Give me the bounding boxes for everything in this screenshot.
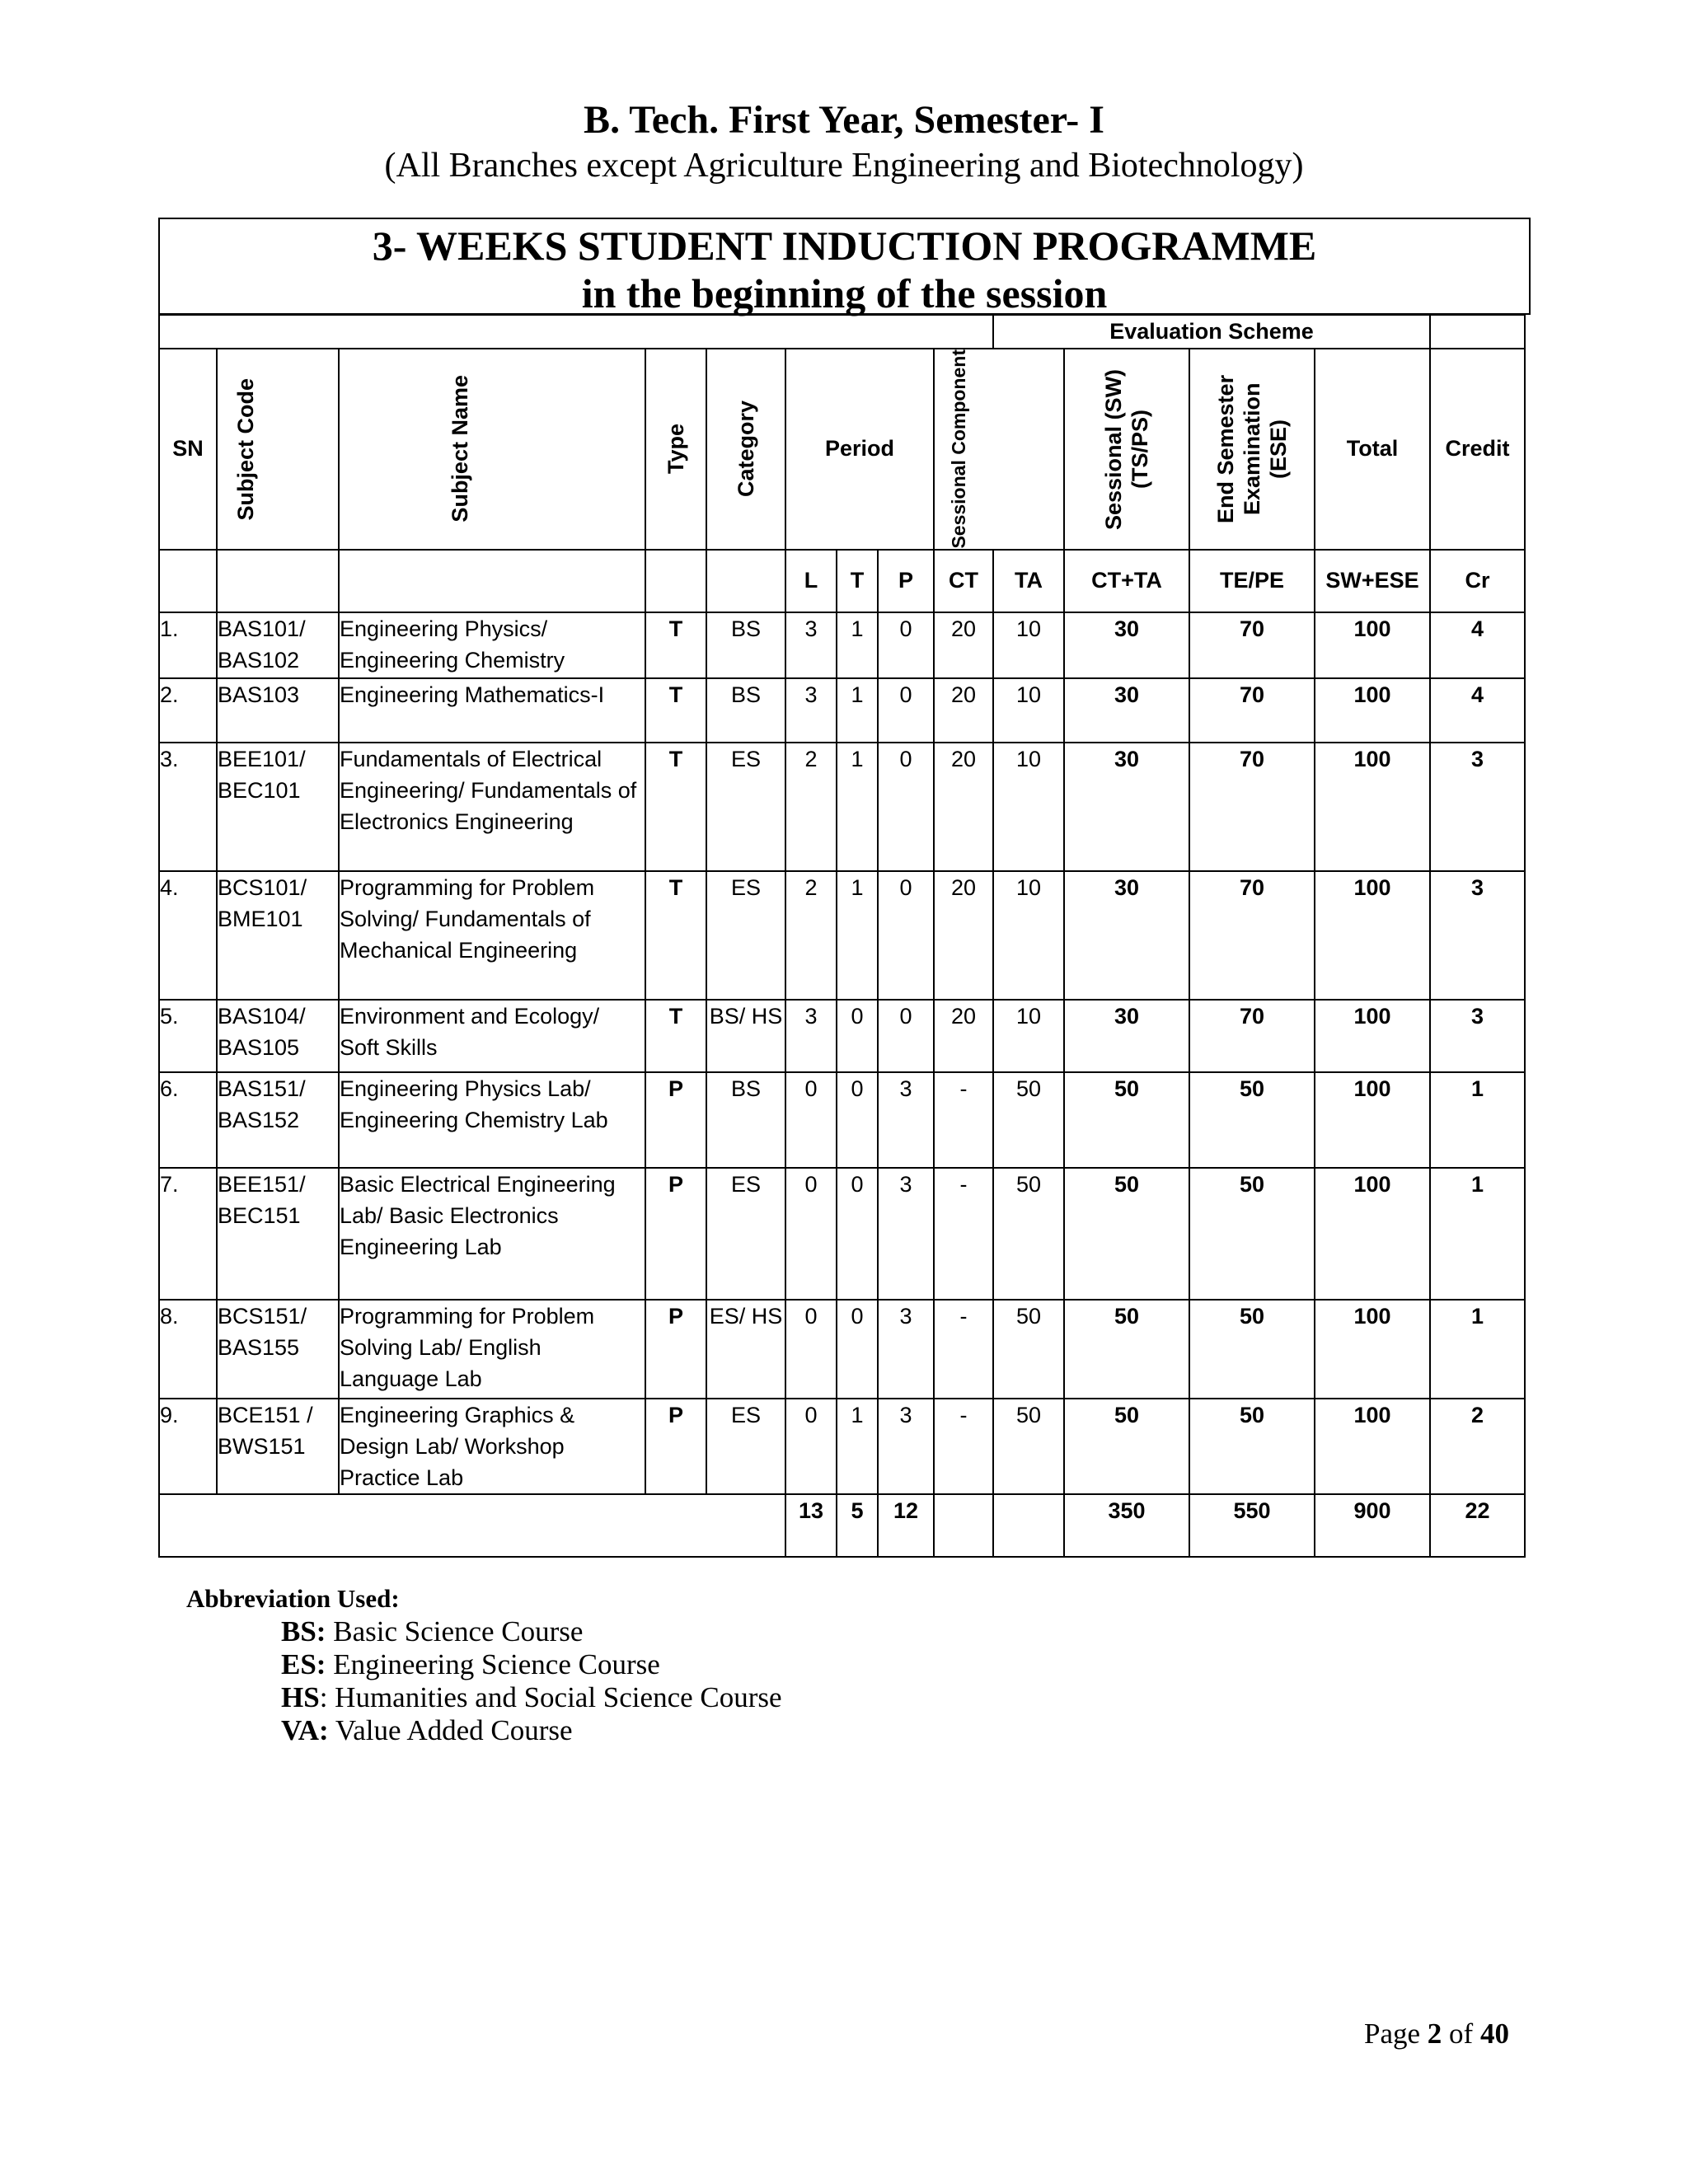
row-type: T [645,1000,706,1072]
header-total: Total [1315,349,1430,550]
row-subject-name: Programming for Problem Solving/ Fundamentals of Mechanical Engineering [339,871,645,1000]
abbreviation-text: Basic Science Course [326,1615,584,1647]
row-sn: 7. [159,1168,217,1300]
table-row [159,743,1525,871]
row-t: 1 [837,871,878,1000]
unit-ese: TE/PE [1189,550,1315,612]
row-sessional-sw: 30 [1064,743,1189,871]
unit-blank [159,550,217,612]
row-ct: 20 [934,871,993,1000]
row-subject-name: Programming for Problem Solving Lab/ English Language Lab [339,1300,645,1399]
row-sessional-sw: 50 [1064,1168,1189,1300]
header-row [159,349,1525,550]
row-t: 0 [837,1168,878,1300]
evaluation-scheme-label: Evaluation Scheme [993,315,1430,349]
row-total: 100 [1315,1168,1430,1300]
row-l: 3 [785,678,837,743]
row-total: 100 [1315,1300,1430,1399]
row-category: ES [706,1399,785,1494]
row-category: ES [706,743,785,871]
header-subject-code-text: Subject Code [233,377,258,521]
row-ta: 50 [993,1300,1064,1399]
row-ta: 10 [993,743,1064,871]
row-p: 0 [878,743,934,871]
row-sn: 6. [159,1072,217,1168]
row-credit: 4 [1430,678,1525,743]
abbreviation-text: : Humanities and Social Science Course [319,1681,782,1713]
row-sessional-sw: 50 [1064,1072,1189,1168]
page-num: 2 [1427,2018,1442,2050]
row-subject-name: Fundamentals of Electrical Engineering/ Fundamentals of Electronics Engineering [339,743,645,871]
banner-line-2: in the beginning of the session [581,270,1108,316]
unit-blank [706,550,785,612]
abbreviation-key: HS [281,1681,320,1713]
row-sessional-sw: 30 [1064,1000,1189,1072]
row-credit: 1 [1430,1300,1525,1399]
unit-l: L [785,550,837,612]
row-l: 3 [785,1000,837,1072]
total-ta-blank [993,1494,1064,1557]
row-subject-name: Basic Electrical Engineering Lab/ Basic Electronics Engineering Lab [339,1168,645,1300]
page-subtitle: (All Branches except Agriculture Engineering and Biotechnology) [384,147,1304,185]
row-subject-code: BAS101/ BAS102 [217,612,339,678]
row-category: BS [706,1072,785,1168]
row-subject-code: BAS104/ BAS105 [217,1000,339,1072]
row-sn: 9. [159,1399,217,1494]
total-credit: 22 [1430,1494,1525,1557]
unit-ct: CT [934,550,993,612]
header-sessional-sw [1064,349,1189,550]
header-type [645,349,706,550]
row-t: 0 [837,1000,878,1072]
abbreviation-key: BS: [281,1615,326,1647]
header-ese-text: End Semester Examination (ESE) [1213,374,1291,523]
row-t: 1 [837,1399,878,1494]
header-sn: SN [159,349,217,550]
row-total: 100 [1315,871,1430,1000]
row-credit: 1 [1430,1072,1525,1168]
row-credit: 3 [1430,871,1525,1000]
abbreviation-item [281,1615,782,1648]
row-type: T [645,678,706,743]
abbreviation-key: ES: [281,1648,326,1680]
row-ese: 50 [1189,1072,1315,1168]
row-t: 0 [837,1300,878,1399]
row-t: 0 [837,1072,878,1168]
total-ct-blank [934,1494,993,1557]
page-number [1364,2018,1509,2050]
row-sessional-sw: 30 [1064,612,1189,678]
abbreviation-item [281,1714,782,1747]
abbreviation-item [281,1648,782,1681]
unit-t: T [837,550,878,612]
table-row [159,1072,1525,1168]
header-subject-name-text: Subject Name [448,375,472,523]
blank-header-cell [159,315,993,349]
unit-blank [217,550,339,612]
row-sessional-sw: 30 [1064,678,1189,743]
table-row [159,871,1525,1000]
unit-credit: Cr [1430,550,1525,612]
row-credit: 4 [1430,612,1525,678]
row-subject-code: BCS101/ BME101 [217,871,339,1000]
row-total: 100 [1315,678,1430,743]
row-sn: 4. [159,871,217,1000]
row-ta: 10 [993,612,1064,678]
header-credit: Credit [1430,349,1525,550]
total-sessional-sw: 350 [1064,1494,1189,1557]
row-subject-name: Engineering Mathematics-I [339,678,645,743]
row-ta: 50 [993,1168,1064,1300]
row-l: 0 [785,1399,837,1494]
row-p: 0 [878,1000,934,1072]
row-type: P [645,1300,706,1399]
row-ese: 70 [1189,612,1315,678]
row-credit: 3 [1430,743,1525,871]
row-p: 3 [878,1300,934,1399]
row-l: 0 [785,1072,837,1168]
row-type: P [645,1399,706,1494]
row-ct: 20 [934,612,993,678]
row-sessional-sw: 50 [1064,1300,1189,1399]
row-t: 1 [837,612,878,678]
table-row [159,1300,1525,1399]
row-subject-code: BCE151 / BWS151 [217,1399,339,1494]
header-category-text: Category [734,401,758,498]
row-type: P [645,1168,706,1300]
row-ta: 50 [993,1072,1064,1168]
header-sessional-component [934,349,1064,550]
unit-p: P [878,550,934,612]
row-ese: 70 [1189,871,1315,1000]
row-ese: 70 [1189,743,1315,871]
abbreviation-key: VA: [281,1714,329,1746]
row-subject-name: Engineering Graphics & Design Lab/ Workshop Practice Lab [339,1399,645,1494]
row-total: 100 [1315,743,1430,871]
abbreviation-text: Engineering Science Course [326,1648,660,1680]
table-row [159,1000,1525,1072]
row-ct: - [934,1399,993,1494]
unit-blank [339,550,645,612]
row-l: 0 [785,1300,837,1399]
row-ct: 20 [934,1000,993,1072]
row-l: 2 [785,743,837,871]
header-subject-code [217,349,339,550]
row-sessional-sw: 30 [1064,871,1189,1000]
total-ese: 550 [1189,1494,1315,1557]
row-subject-code: BCS151/ BAS155 [217,1300,339,1399]
row-ct: - [934,1168,993,1300]
total-t: 5 [837,1494,878,1557]
row-sn: 5. [159,1000,217,1072]
header-subject-name [339,349,645,550]
row-category: BS [706,612,785,678]
row-total: 100 [1315,1072,1430,1168]
row-sn: 1. [159,612,217,678]
row-type: P [645,1072,706,1168]
totals-blank [159,1494,785,1557]
table-row [159,1399,1525,1494]
evaluation-scheme-table [158,314,1526,1558]
row-type: T [645,743,706,871]
page-title: B. Tech. First Year, Semester- I [584,98,1104,142]
row-total: 100 [1315,612,1430,678]
row-p: 3 [878,1168,934,1300]
row-l: 2 [785,871,837,1000]
row-category: BS/ HS [706,1000,785,1072]
induction-banner [158,218,1531,315]
totals-row [159,1494,1525,1557]
row-credit: 1 [1430,1168,1525,1300]
row-total: 100 [1315,1000,1430,1072]
row-category: ES [706,871,785,1000]
row-ese: 50 [1189,1168,1315,1300]
abbreviations-heading: Abbreviation Used: [186,1584,400,1613]
unit-sw: CT+TA [1064,550,1189,612]
header-category [706,349,785,550]
row-sn: 3. [159,743,217,871]
header-sessional-sw-text: Sessional (SW) (TS/PS) [1101,368,1152,530]
abbreviation-text: Value Added Course [328,1714,573,1746]
row-ct: 20 [934,678,993,743]
row-ta: 10 [993,1000,1064,1072]
header-period: Period [785,349,934,550]
row-p: 3 [878,1399,934,1494]
unit-row [159,550,1525,612]
row-l: 3 [785,612,837,678]
header-ese [1189,349,1315,550]
row-ta: 50 [993,1399,1064,1494]
row-category: ES/ HS [706,1300,785,1399]
header-type-text: Type [663,424,688,475]
row-sn: 2. [159,678,217,743]
table-row [159,678,1525,743]
unit-blank [645,550,706,612]
row-subject-name: Engineering Physics Lab/ Engineering Chemistry Lab [339,1072,645,1168]
blank-header-cell [1430,315,1525,349]
row-p: 0 [878,612,934,678]
total-l: 13 [785,1494,837,1557]
total-total: 900 [1315,1494,1430,1557]
total-p: 12 [878,1494,934,1557]
banner-line-1: 3- WEEKS STUDENT INDUCTION PROGRAMME [372,223,1317,269]
abbreviations [186,1582,782,1747]
row-ta: 10 [993,871,1064,1000]
row-ct: - [934,1072,993,1168]
row-total: 100 [1315,1399,1430,1494]
table-row [159,612,1525,678]
row-credit: 2 [1430,1399,1525,1494]
row-l: 0 [785,1168,837,1300]
table-row [159,1168,1525,1300]
row-subject-code: BAS151/ BAS152 [217,1072,339,1168]
row-ta: 10 [993,678,1064,743]
row-ese: 70 [1189,1000,1315,1072]
row-ct: - [934,1300,993,1399]
unit-ta: TA [993,550,1064,612]
row-ese: 70 [1189,678,1315,743]
row-category: BS [706,678,785,743]
row-ese: 50 [1189,1300,1315,1399]
page-prefix: Page [1364,2018,1428,2050]
row-sessional-sw: 50 [1064,1399,1189,1494]
page-of: of [1442,2018,1480,2050]
row-ct: 20 [934,743,993,871]
evaluation-scheme-row [159,315,1525,349]
row-subject-name: Environment and Ecology/ Soft Skills [339,1000,645,1072]
row-credit: 3 [1430,1000,1525,1072]
row-t: 1 [837,743,878,871]
row-p: 0 [878,871,934,1000]
row-subject-code: BEE151/ BEC151 [217,1168,339,1300]
abbreviation-item [281,1681,782,1714]
header-sessional-component-text: Sessional Component [948,349,969,549]
unit-total: SW+ESE [1315,550,1430,612]
row-type: T [645,871,706,1000]
row-p: 0 [878,678,934,743]
row-subject-name: Engineering Physics/ Engineering Chemistry [339,612,645,678]
row-ese: 50 [1189,1399,1315,1494]
row-t: 1 [837,678,878,743]
row-category: ES [706,1168,785,1300]
row-subject-code: BEE101/ BEC101 [217,743,339,871]
row-sn: 8. [159,1300,217,1399]
row-subject-code: BAS103 [217,678,339,743]
row-type: T [645,612,706,678]
row-p: 3 [878,1072,934,1168]
page-total: 40 [1479,2018,1509,2050]
